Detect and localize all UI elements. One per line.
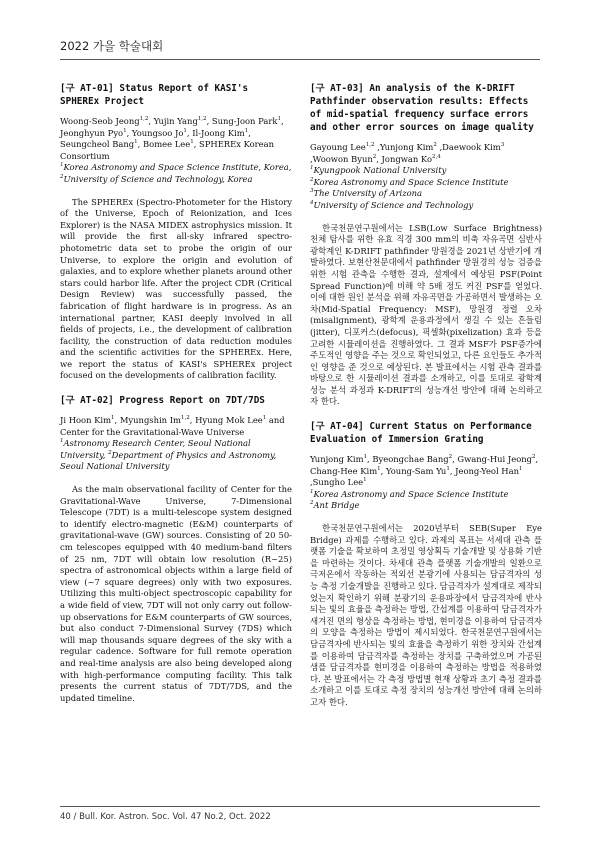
author-affiliation-mark: 1	[363, 477, 367, 484]
author-name: , Hyung Mok Lee	[189, 415, 263, 426]
left-column	[60, 70, 292, 716]
affiliation-text: Korea Astronomy and Space Science Institute	[313, 176, 509, 187]
article-authors	[310, 454, 542, 489]
author-name: , Jongwan Ko	[376, 153, 433, 164]
affiliation-mark: 1	[60, 162, 64, 169]
article-affiliations	[310, 165, 542, 211]
author-affiliation-mark: 1	[363, 454, 368, 461]
article-abstract: As the main observational facility of Center for the Gravitational-Wave Universe, 7-Dimensional Telescope (7DT) is a multi-telescope system designed to identify electro-magnetic (E&M) counterparts of gravitational-wave (GW) sources. Consisting of 20 50-cm telescopes equipped with 40 medium-band filters of 25 nm, 7DT will obtain low resolution (R~25) spectra of astronomical objects within a large field of view (~7 square degrees) only with two exposures. Utilizing this multi-object spectroscopic capability for a wide field of view, 7DT will not only carry out follow-up observations for E&M counterparts of GW sources, but also conduct 7-Dimensional Survey (7DS) which will map thousands square degrees of the sky with a regular cadence. Software for full remote operation and real-time analysis are also being developed along with high-performance computing facility. This talk presents the current status of 7DT/7DS, and the updated timeline.	[60, 484, 292, 703]
author-name: , Seungcheol Bang	[60, 127, 251, 150]
author-name: and Center for the Gravitational-Wave Universe	[60, 415, 285, 437]
author-name: , Chang-Hee Kim	[310, 454, 539, 476]
article-at01	[60, 82, 292, 382]
article-title: [구 AT-01] Status Report of KASI's SPHEREx Project	[60, 83, 249, 107]
author-name: , Young-Sam Yu	[380, 465, 447, 476]
article-title: [구 AT-03] An analysis of the K-DRIFT Pathfinder observation results: Effects of mid-spatial frequency surface errors and other error sources on image quality	[310, 83, 534, 133]
author-name: ,Sungho Lee	[310, 477, 364, 488]
author-affiliation-mark: 1	[183, 127, 187, 134]
author-name: , Byeongchae Bang	[367, 454, 449, 465]
affiliation-text: University of Science and Technology	[313, 199, 474, 210]
author-name: Gayoung Lee	[310, 142, 366, 152]
affiliation-line	[60, 438, 292, 473]
author-affiliation-mark: 2	[372, 153, 377, 160]
affiliation-line	[60, 162, 292, 185]
affiliation-text: Korea Astronomy and Space Science Institute, Korea,	[63, 162, 292, 173]
author-name: Yunjong Kim	[310, 454, 364, 465]
affiliation-line	[310, 489, 542, 501]
author-name: , SPHEREx Korean Consortium	[60, 139, 275, 161]
affiliation-mark: 2	[310, 176, 314, 183]
affiliation-line	[310, 500, 542, 512]
affiliation-text: University of Science and Technology, Korea	[63, 173, 253, 184]
affiliation-mark: 1	[60, 438, 64, 445]
author-affiliation-mark: 1	[190, 139, 194, 146]
article-at04	[310, 420, 542, 708]
affiliation-line	[310, 200, 542, 212]
author-affiliation-mark: 2	[433, 142, 437, 149]
author-affiliation-mark: 1	[244, 127, 249, 134]
author-name: Ji Hoon Kim	[60, 415, 112, 426]
author-name: Woong-Seob Jeong	[60, 116, 140, 126]
right-column	[310, 70, 542, 721]
author-name: ,Yunjong Kim	[374, 142, 434, 152]
author-affiliation-mark: 1	[377, 465, 381, 472]
author-name: , Jeonghyun Pyo	[60, 116, 284, 138]
article-affiliations	[60, 438, 292, 473]
article-at02	[60, 394, 292, 704]
affiliation-text: Astronomy Research Center, Seoul National University,	[60, 438, 251, 460]
affiliation-mark: 2	[60, 174, 64, 181]
author-affiliation-mark: 1	[134, 139, 138, 146]
author-affiliation-mark: 2	[532, 454, 536, 461]
header-rule	[60, 59, 540, 60]
author-affiliation-mark: 1	[111, 415, 115, 422]
article-authors	[60, 116, 292, 162]
running-header: 2022 가을 학술대회	[60, 39, 164, 53]
affiliation-text: Kyungpook National University	[313, 165, 447, 176]
author-affiliation-mark: 2,4	[432, 153, 441, 160]
author-name: , Il-Joong Kim	[186, 127, 245, 138]
author-name: , Yujin Yang	[148, 116, 198, 126]
affiliation-mark: 1	[310, 165, 314, 172]
author-name: , Jeong-Yeol Han	[449, 465, 520, 476]
author-affiliation-mark: 1	[262, 415, 267, 422]
article-abstract: 한국천문연구원에서는 2020년부터 SEB(Super Eye Bridge) 과제를 수행하고 있다. 과제의 목표는 서세대 관측 플랫폼 기술을 확보하여 초정밀 영상획득 기술개발 및 상용화 기반을 마련하는 것이다. 차세대 관측 플랫폼 기술개발의 일환으로 극저온에서 작동하는 적외선 분광기에 사용되는 담금격자의 성능 측정 기술개발을 진행하고 있다. 담금격자가 설계대로 제작되었는지 확인하기 위해 분광기의 운용파장에서 담금격자에 반사되는 빛의 효율을 측정하는 방법, 간섭계를 이용하여 담금격자가 새겨진 면의 형상을 측정하는 방법, 현미경을 이용하여 담금격자의 모양을 측정하는 방법이 제시되었다. 한국천문연구원에서는 담금격자에 반사되는 빛의 효율을 측정하기 위한 장치와 간섭계를 이용하여 담금격자를 측정하는 장치를 구축하였으며 가공된 샘플 담금격자를 현미경을 이용하여 측정하는 방법을 적용하였다. 본 발표에서는 각 측정 방법별 현재 상황과 초기 측정 결과를 소개하고 이를 토대로 측정 장치의 성능개선 방안에 대해 논의하고자 한다.	[310, 523, 542, 707]
affiliation-line	[310, 165, 542, 177]
author-affiliation-mark: 1	[123, 127, 127, 134]
author-name: ,Daewook Kim	[436, 142, 501, 152]
article-title: [구 AT-04] Current Status on Performance Evaluation of Immersion Grating	[310, 421, 532, 446]
author-name: , Bomee Lee	[137, 139, 191, 150]
author-affiliation-mark: 2	[448, 454, 453, 461]
affiliation-mark: 2	[310, 500, 314, 507]
article-title: [구 AT-02] Progress Report on 7DT/7DS	[60, 395, 265, 407]
footer-rule	[60, 806, 540, 807]
affiliation-mark: 4	[310, 200, 314, 207]
affiliation-text: Department of Physics and Astronomy, Seoul National University	[60, 449, 277, 472]
affiliation-text: The University of Arizona	[313, 188, 423, 199]
author-affiliation-mark: 1	[519, 465, 523, 472]
author-name: , Youngsoo Jo	[126, 127, 184, 138]
affiliation-line	[310, 188, 542, 200]
affiliation-text: Korea Astronomy and Space Science Institute	[313, 488, 509, 499]
author-affiliation-mark: 1,2	[181, 415, 190, 422]
author-affiliation-mark: 1	[446, 465, 450, 472]
author-affiliation-mark: 1,2	[365, 142, 375, 149]
page-footer: 40 / Bull. Kor. Astron. Soc. Vol. 47 No.2, Oct. 2022	[60, 812, 271, 822]
article-abstract: The SPHEREx (Spectro-Photometer for the History of the Universe, Epoch of Reionization, and Ices Explorer) is the NASA MIDEX astrophysics mission. It will provide the first all-sky infrared spectro-photometric data set to probe the origin of our Universe, to explore the origin and evolution of galaxies, and to explore whether planets around other stars could harbor life. After the project CDR (Critical Design Review) was successfully passed, the fabrication of flight hardware is in progress. As an international partner, KASI deeply involved in all fields of projects, i.e., the development of calibration facility, the construction of data reduction modules and the scientific activities for the SPHEREx. Here, we report the status of KASI's SPHEREx project focused on the developments of calibration facility.	[60, 196, 292, 381]
author-affiliation-mark: 1	[277, 116, 281, 123]
article-affiliations	[310, 489, 542, 512]
article-at03	[310, 82, 542, 408]
author-affiliation-mark: 3	[500, 142, 505, 149]
article-authors	[310, 142, 542, 165]
author-affiliation-mark: 1,2	[139, 116, 149, 123]
article-authors	[60, 415, 292, 438]
affiliation-line	[310, 177, 542, 189]
article-abstract: 한국천문연구원에서는 LSB(Low Surface Brightness) 천체 탐사를 위한 유효 직경 300 mm의 비축 자유곡면 심반사 광학계인 K-DRIFT pathfinder 망원경을 2021년 상반기에 개발하였다. 보현산천문대에서 pathfinder 망원경의 성능 검증을 위한 시험 관측을 수행한 결과, 설계에서 예상된 PSF(Point Spread Function)에 비해 약 5배 정도 커진 PSF를 얻었다. 이에 대한 원인 분석을 위해 자유곡면을 가공하면서 발생하는 오차(Mid-Spatial Frequency: MSF), 망원경 정렬 오차(misalignment), 광학계 운용과정에서 생길 수 있는 흔들림(jitter), 디포커스(defocus), 픽셀화(pixelization) 효과 등을 고려한 시뮬레이션을 진행하였다. 그 결과 MSF가 PSF증가에 주도적인 영향을 주는 것으로 확인되었고, 다른 요인들도 추가적인 영향을 준 것으로 예상된다. 본 발표에서는 시험 관측 결과를 바탕으로 한 시뮬레이션 결과를 소개하고, 이를 토대로 광학계 성능 분석 과정과 K-DRIFT의 성능개선 방안에 대해 논의하고자 한다.	[310, 222, 542, 407]
author-name: , Sung-Joon Park	[206, 116, 278, 126]
affiliation-mark: 2	[108, 450, 112, 457]
author-name: , Gwang-Hui Jeong	[452, 454, 533, 465]
affiliation-text: Ant Bridge	[313, 500, 360, 511]
author-affiliation-mark: 1,2	[197, 116, 207, 123]
affiliation-mark: 3	[310, 188, 314, 195]
affiliation-mark: 1	[310, 489, 314, 496]
author-name: ,Woowon Byun	[310, 153, 373, 164]
article-affiliations	[60, 162, 292, 185]
author-name: , Myungshin Im	[114, 415, 181, 426]
